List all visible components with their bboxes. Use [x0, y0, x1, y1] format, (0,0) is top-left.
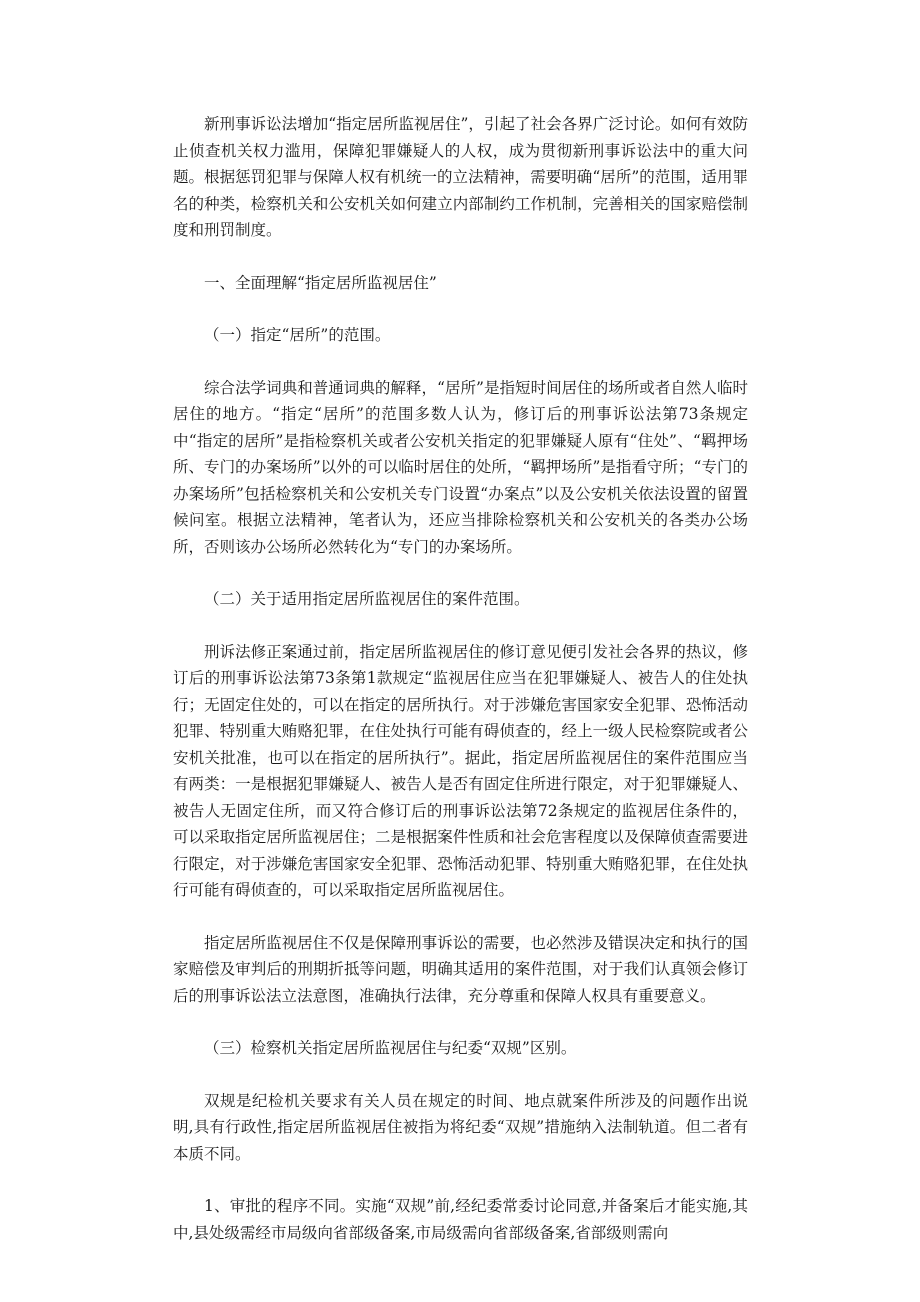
- subsection-heading-1: （一）指定“居所”的范围。: [204, 326, 391, 344]
- subsection-heading-3: （三）检察机关指定居所监视居住与纪委“双规”区别。: [204, 1039, 577, 1057]
- residence-scope-paragraph: 综合法学词典和普通词典的解释，“居所”是指短时间居住的场所或者自然人临时居住的地方。“指定“居所”的范围多数人认为，修订后的刑事诉讼法第73条规定中“指定的居所”是指检察机关或者公安机关指定的犯罪嫌疑人原有“住处”、“羁押场所、专门的办案场所”以外的可以临时居住的处所，“羁押场所”是指看守所；“专门的办案场所”包括检察机关和公安机关专门设置“办案点”以及公安机关依法设置的留置候问室。根据立法精神，笔者认为，还应当排除检察机关和公安机关的各类办公场所，否则该办公场所必然转化为“专门的办案场所。: [173, 378, 748, 556]
- significance-paragraph: 指定居所监视居住不仅是保障刑事诉讼的需要，也必然涉及错误决定和执行的国家赔偿及审判后的刑期折抵等问题，明确其适用的案件范围，对于我们认真领会修订后的刑事诉讼法立法意图，准确执行法律，充分尊重和保障人权具有重要意义。: [173, 933, 748, 1005]
- document-body: [173, 111, 748, 1272]
- shuanggui-paragraph: 双规是纪检机关要求有关人员在规定的时间、地点就案件所涉及的问题作出说明,具有行政性,指定居所监视居住被指为将纪委“双规”措施纳入法制轨道。但二者有本质不同。: [173, 1091, 748, 1163]
- section-heading-1: 一、全面理解“指定居所监视居住”: [204, 273, 437, 292]
- subsection-heading-2: （二）关于适用指定居所监视居住的案件范围。: [204, 590, 530, 608]
- approval-procedure-paragraph: 1、审批的程序不同。实施“双规”前,经纪委常委讨论同意,并备案后才能实施,其中,县处级需经市局级向省部级备案,市局级需向省部级备案,省部级则需向: [173, 1197, 748, 1242]
- intro-paragraph: 新刑事诉讼法增加“指定居所监视居住”，引起了社会各界广泛讨论。如何有效防止侦查机关权力滥用，保障犯罪嫌疑人的人权，成为贯彻新刑事诉讼法中的重大问题。根据惩罚犯罪与保障人权有机统一的立法精神，需要明确“居所”的范围，适用罪名的种类，检察机关和公安机关如何建立内部制约工作机制，完善相关的国家赔偿制度和刑罚制度。: [173, 115, 748, 239]
- case-scope-paragraph: 刑诉法修正案通过前，指定居所监视居住的修订意见便引发社会各界的热议，修订后的刑事诉讼法第73条第1款规定“监视居住应当在犯罪嫌疑人、被告人的住处执行；无固定住处的，可以在指定的居所执行。对于涉嫌危害国家安全犯罪、恐怖活动犯罪、特别重大贿赂犯罪，在住处执行可能有碍侦查的，经上一级人民检察院或者公安机关批准，也可以在指定的居所执行”。据此，指定居所监视居住的案件范围应当有两类：一是根据犯罪嫌疑人、被告人是否有固定住所进行限定，对于犯罪嫌疑人、被告人无固定住所，而又符合修订后的刑事诉讼法第72条规定的监视居住条件的，可以采取指定居所监视居住；二是根据案件性质和社会危害程度以及保障侦查需要进行限定，对于涉嫌危害国家安全犯罪、恐怖活动犯罪、特别重大贿赂犯罪，在住处执行可能有碍侦查的，可以采取指定居所监视居住。: [173, 642, 748, 899]
